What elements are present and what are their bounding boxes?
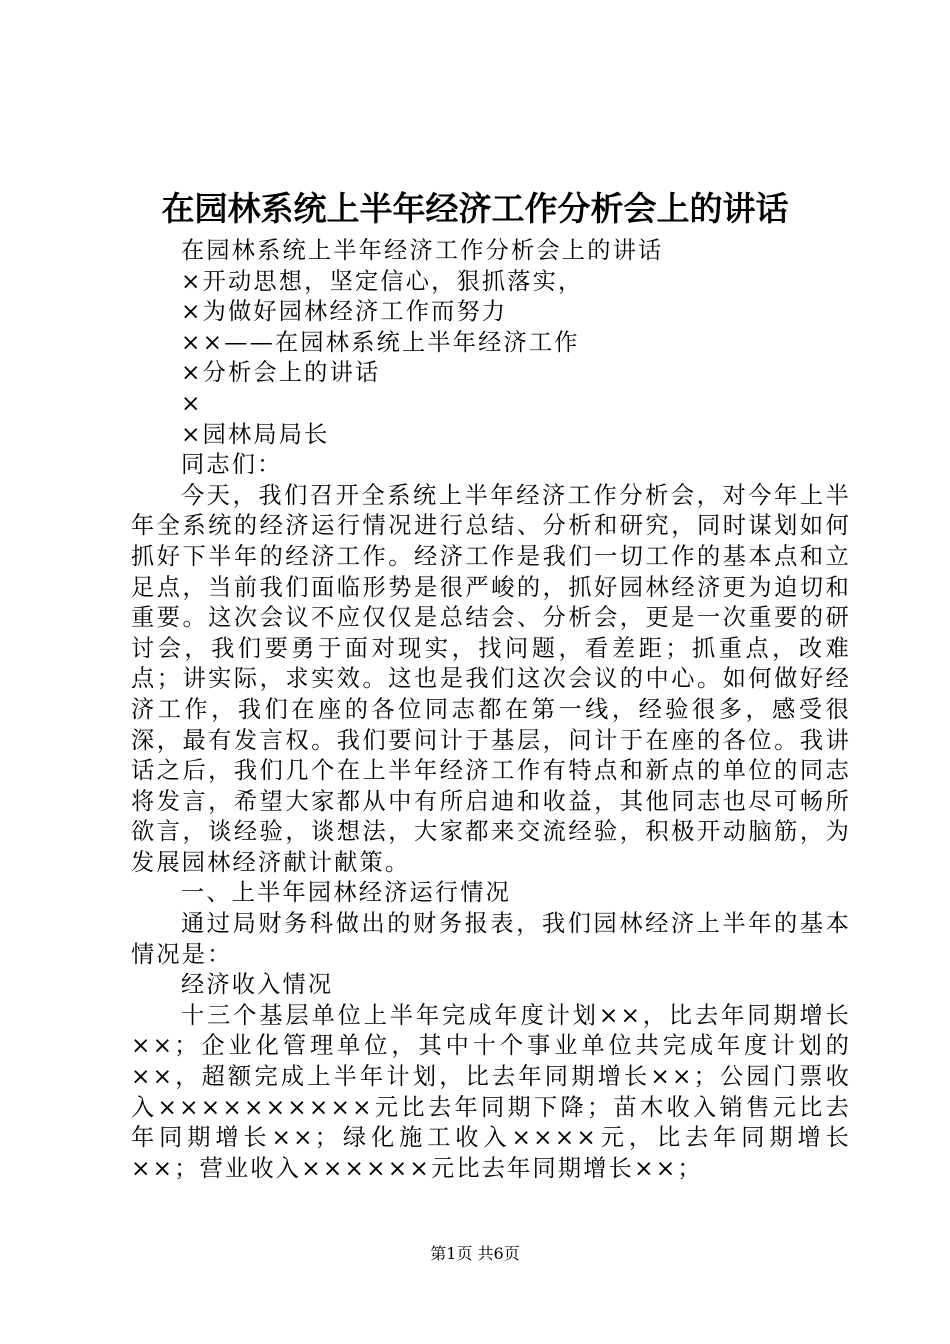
paragraph-placeholder: × <box>181 389 203 417</box>
paragraph-slogan-2: ×为做好园林经济工作而努力 <box>181 298 508 326</box>
paragraph-income-details: 十三个基层单位上半年完成年度计划××，比去年同期增长××；企业化管理单位，其中十个事业单位共完成年度计划的××，超额完成上半年计划，比去年同期增长××；公园门票收入××××××××××元比去年同期下降；苗木收入销售元比去年同期增长××；绿化施工收入××××元，比去年同期增长××；营业收入××××××元比去年同期增长××； <box>131 1001 851 1182</box>
paragraph-speaker: ×园林局局长 <box>181 420 330 448</box>
paragraph-subtitle: 在园林系统上半年经济工作分析会上的讲话 <box>181 237 664 264</box>
page-footer: 第1页 共6页 <box>430 1244 520 1263</box>
paragraph-occasion-2: ×分析会上的讲话 <box>181 359 381 387</box>
document-body <box>131 236 851 1184</box>
subsection-heading-income: 经济收入情况 <box>181 971 334 999</box>
paragraph-occasion-1: ××——在园林系统上半年经济工作 <box>181 328 580 356</box>
paragraph-basic-situation: 通过局财务科做出的财务报表，我们园林经济上半年的基本情况是： <box>131 910 851 968</box>
paragraph-intro: 今天，我们召开全系统上半年经济工作分析会，对今年上半年全系统的经济运行情况进行总结、分析和研究，同时谋划如何抓好下半年的经济工作。经济工作是我们一切工作的基本点和立足点，当前我们面临形势是很严峻的，抓好园林经济更为迫切和重要。这次会议不应仅仅是总结会、分析会，更是一次重要的研讨会，我们要勇于面对现实，找问题，看差距；抓重点，改难点；讲实际，求实效。这也是我们这次会议的中心。如何做好经济工作，我们在座的各位同志都在第一线，经验很多，感受很深，最有发言权。我们要问计于基层，问计于在座的各位。我讲话之后，我们几个在上半年经济工作有特点和新点的单位的同志将发言，希望大家都从中有所启迪和收益，其他同志也尽可畅所欲言，谈经验，谈想法，大家都来交流经验，积极开动脑筋，为发展园林经济献计献策。 <box>131 481 851 876</box>
paragraph-slogan-1: ×开动思想，坚定信心，狠抓落实， <box>181 267 584 295</box>
section-heading-1: 一、上半年园林经济运行情况 <box>181 879 512 907</box>
paragraph-salutation: 同志们： <box>181 451 283 479</box>
document-title: 在园林系统上半年经济工作分析会上的讲话 <box>161 189 789 228</box>
